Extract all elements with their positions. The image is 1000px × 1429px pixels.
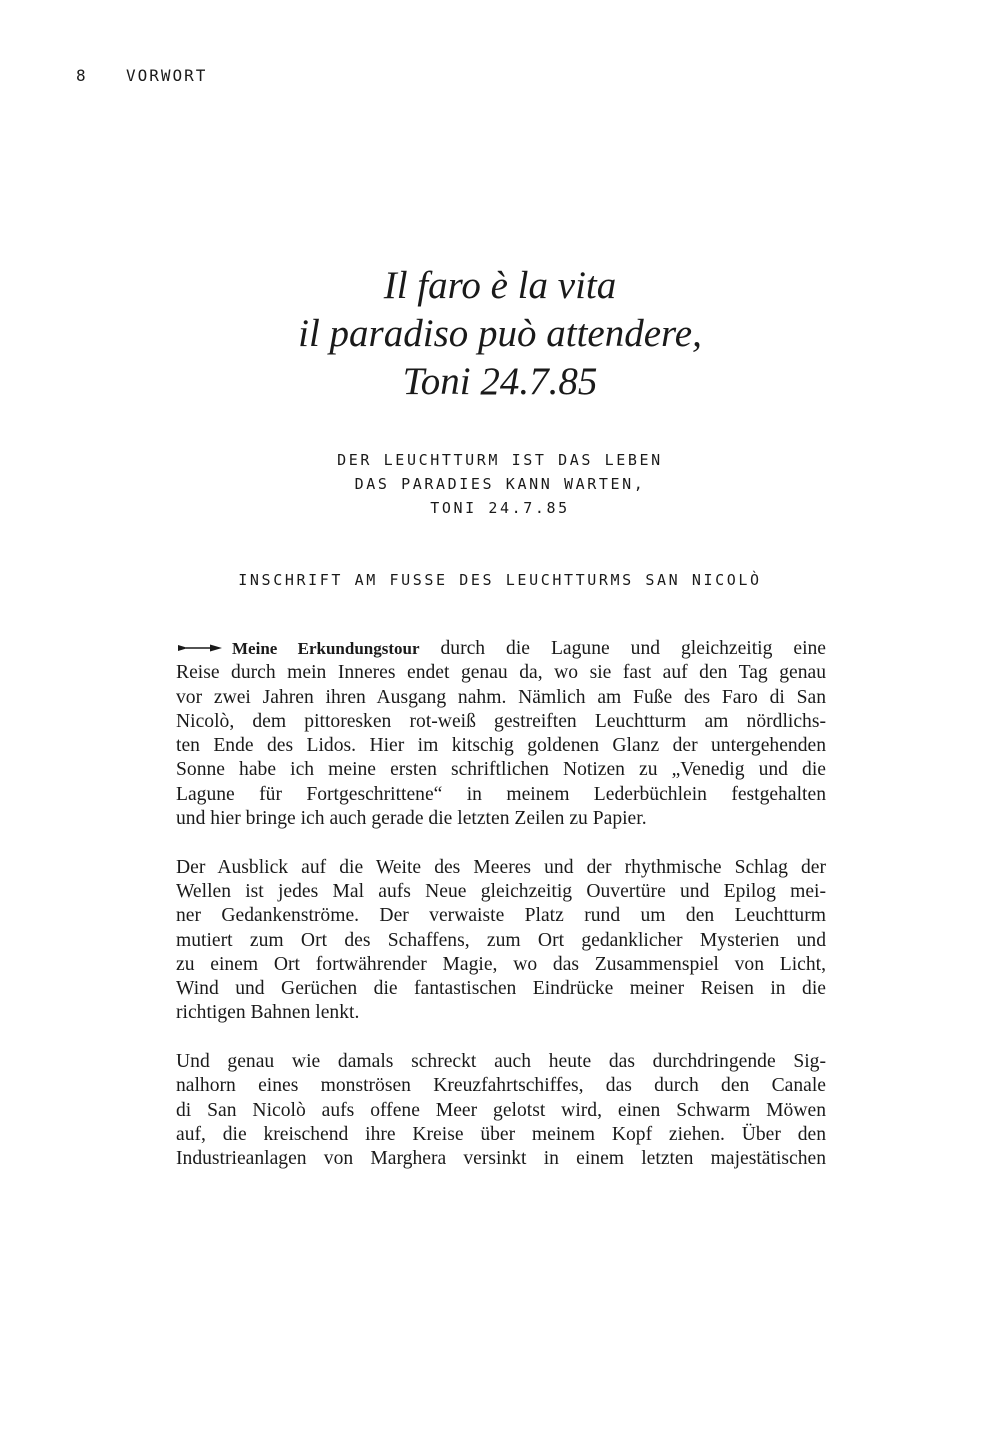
- paragraph-line: Wellen ist jedes Mal aufs Neue gleichzeitig Ouvertüre und Epilog mei-: [176, 880, 826, 902]
- paragraph-line: Der Ausblick auf die Weite des Meeres und der rhythmische Schlag der: [176, 856, 826, 878]
- paragraph-line: vor zwei Jahren ihren Ausgang nahm. Nämlich am Fuße des Faro di San: [176, 686, 826, 708]
- paragraph: [176, 637, 826, 831]
- paragraph-line: Industrieanlagen von Marghera versinkt in einem letzten majestätischen: [176, 1148, 826, 1170]
- paragraph-line: zu einem Ort fortwährender Magie, wo das Zusammenspiel von Licht,: [176, 953, 826, 975]
- epigraph-line: Il faro è la vita: [383, 264, 617, 307]
- paragraph-line: Wind und Gerüchen die fantastischen Eindrücke meiner Reisen in die: [176, 978, 826, 1000]
- paragraph-line: richtigen Bahnen lenkt.: [176, 1002, 360, 1024]
- translation-line: DAS PARADIES KANN WARTEN,: [354, 475, 646, 493]
- paragraph-line: und hier bringe ich auch gerade die letzten Zeilen zu Papier.: [176, 808, 647, 830]
- epigraph: [0, 262, 1000, 406]
- arrow-icon: [176, 641, 232, 655]
- paragraph-line: Nicolò, dem pittoresken rot-weiß gestreiften Leuchtturm am nördlichs-: [176, 710, 826, 732]
- epigraph-line: Toni 24.7.85: [402, 360, 598, 403]
- paragraph-line: di San Nicolò aufs offene Meer gelotst wird, einen Schwarm Möwen: [176, 1099, 826, 1121]
- body-text: [176, 637, 826, 1196]
- epigraph-translation: [0, 448, 1000, 520]
- paragraph-line: nalhorn eines monströsen Kreuzfahrtschiffes, das durch den Canale: [176, 1075, 826, 1097]
- line-text: durch die Lagune und gleichzeitig eine: [440, 638, 827, 659]
- paragraph: [176, 856, 826, 1026]
- paragraph-line: ner Gedankenströme. Der verwaiste Platz rund um den Leuchtturm: [176, 905, 826, 927]
- paragraph: [176, 1050, 826, 1171]
- paragraph-line: Und genau wie damals schreckt auch heute das durchdringende Sig-: [176, 1051, 826, 1073]
- paragraph-line: [176, 637, 826, 661]
- paragraph-line: auf, die kreischend ihre Kreise über meinem Kopf ziehen. Über den: [176, 1123, 826, 1145]
- translation-line: TONI 24.7.85: [430, 499, 570, 517]
- page-number: 8: [76, 66, 88, 85]
- running-head: [76, 66, 207, 86]
- paragraph-line: mutiert zum Ort des Schaffens, zum Ort gedanklicher Mysterien und: [176, 929, 826, 951]
- epigraph-line: il paradiso può attendere,: [298, 312, 702, 355]
- paragraph-line: ten Ende des Lidos. Hier im kitschig goldenen Glanz der untergehenden: [176, 735, 826, 757]
- paragraph-line: Lagune für Fortgeschrittene“ in meinem Lederbüchlein festgehalten: [176, 783, 826, 805]
- translation-line: DER LEUCHTTURM IST DAS LEBEN: [337, 451, 663, 469]
- paragraph-line: Sonne habe ich meine ersten schriftlichen Notizen zu „Venedig und die: [176, 759, 826, 781]
- section-title: VORWORT: [126, 66, 208, 85]
- epigraph-source: INSCHRIFT AM FUSSE DES LEUCHTTURMS SAN NICOLÒ: [238, 571, 762, 589]
- paragraph-line: Reise durch mein Inneres endet genau da, wo sie fast auf den Tag genau: [176, 662, 826, 684]
- lead-in: Meine Erkundungstour: [232, 639, 420, 658]
